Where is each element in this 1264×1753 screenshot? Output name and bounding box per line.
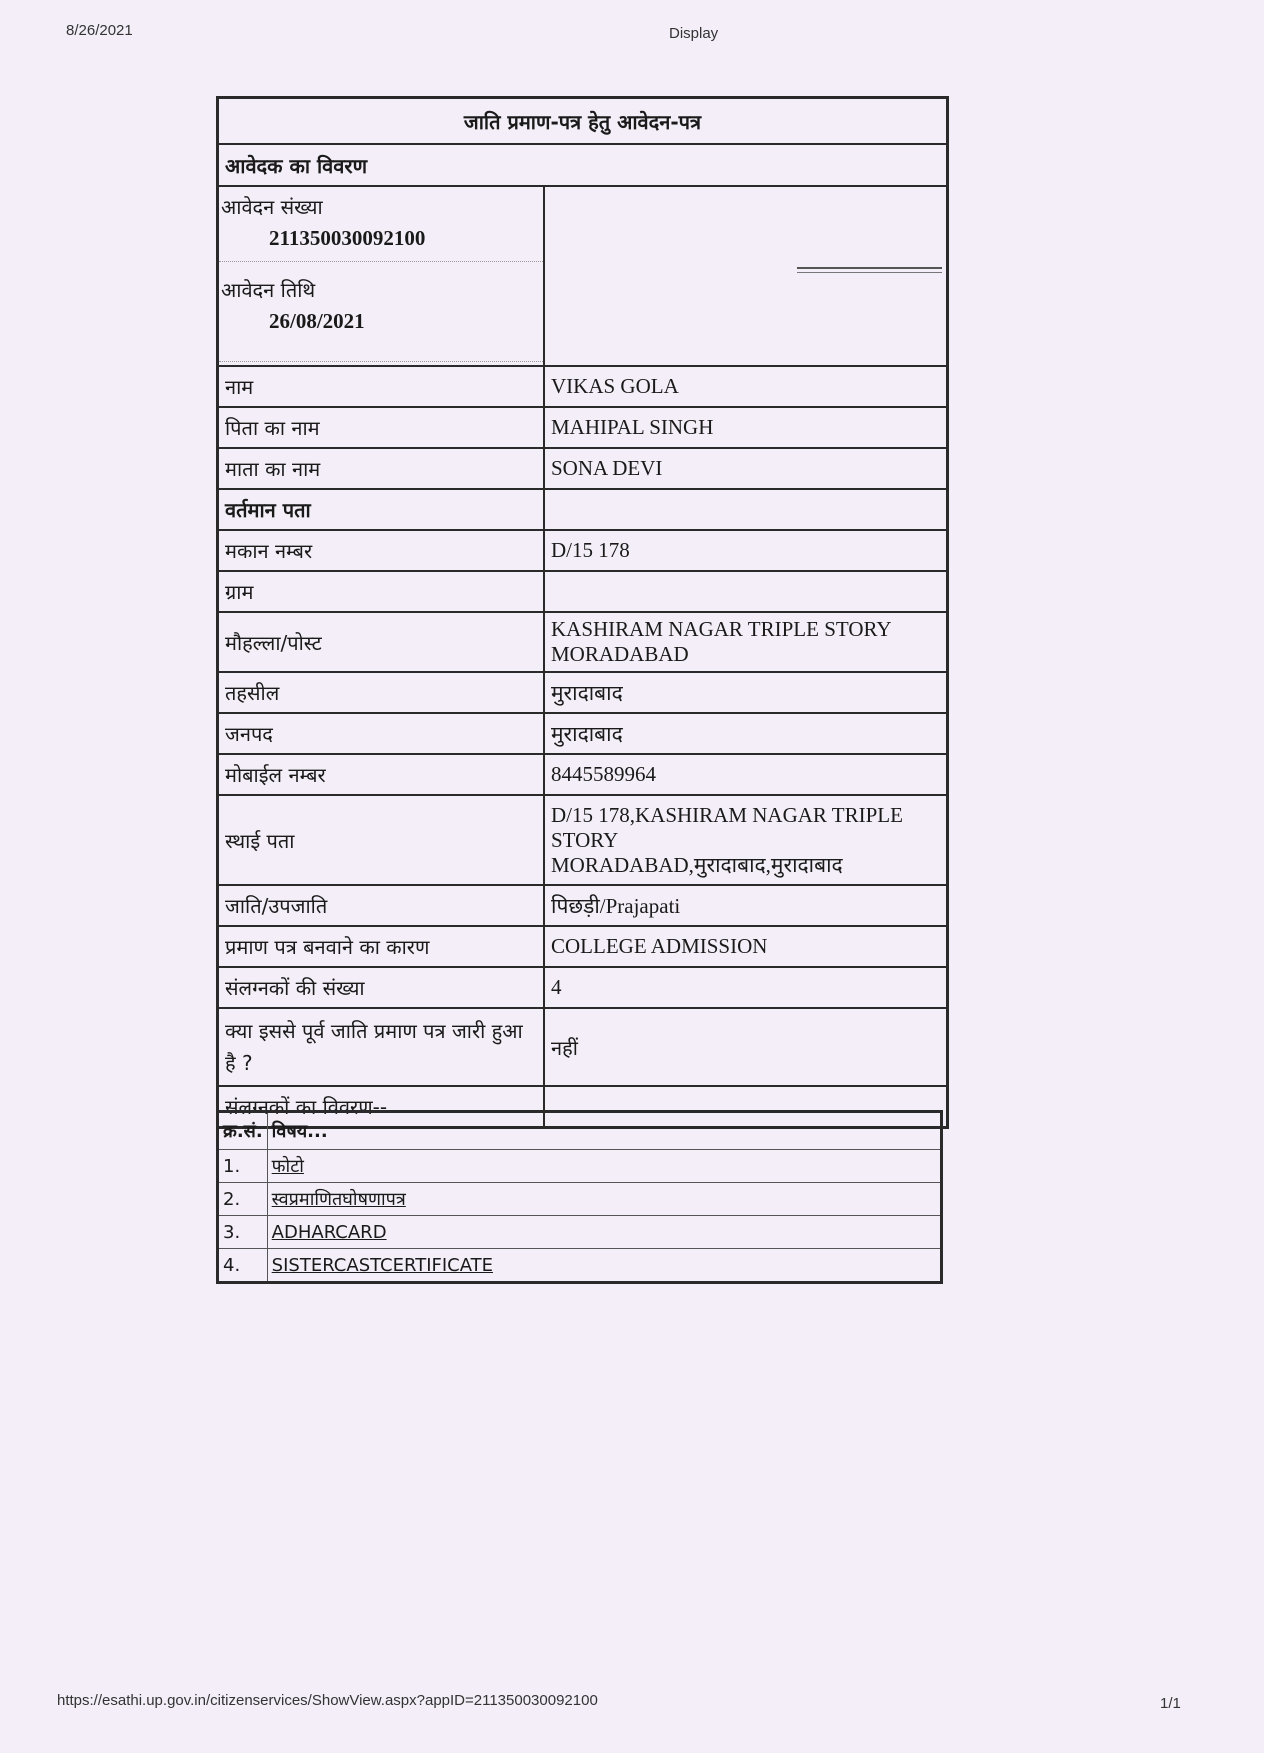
application-number-block (219, 187, 543, 262)
application-date-label: आवेदन तिथि (221, 278, 316, 302)
previous-certificate-label: क्या इससे पूर्व जाति प्रमाण पत्र जारी हुआ है ? (218, 1008, 545, 1086)
village-value (544, 571, 948, 612)
father-name-value: MAHIPAL SINGH (544, 407, 948, 448)
district-label: जनपद (218, 713, 545, 754)
attachment-row (218, 1249, 942, 1283)
attachment-sn: 1. (218, 1150, 268, 1183)
print-page-number: 1/1 (1160, 1695, 1181, 1712)
reason-label: प्रमाण पत्र बनवाने का कारण (218, 926, 545, 967)
attachments-table (216, 1110, 943, 1284)
attachment-link-photo[interactable]: फोटो (271, 1156, 304, 1177)
application-date-block (219, 262, 543, 362)
attachment-link-self-declaration[interactable]: स्वप्रमाणितघोषणापत्र (271, 1189, 406, 1210)
name-value: VIKAS GOLA (544, 366, 948, 407)
signature-line (797, 267, 942, 273)
attachment-link-aadhar[interactable]: ADHARCARD (271, 1221, 387, 1243)
application-number-label: आवेदन संख्या (221, 195, 323, 219)
attachment-row (218, 1216, 942, 1249)
house-number-label: मकान नम्बर (218, 530, 545, 571)
caste-label: जाति/उपजाति (218, 885, 545, 926)
caste-certificate-application-form (216, 96, 949, 1129)
previous-certificate-value: नहीं (544, 1008, 948, 1086)
father-name-label: पिता का नाम (218, 407, 545, 448)
attachment-link-sister-caste-certificate[interactable]: SISTERCASTCERTIFICATE (271, 1254, 494, 1276)
application-number-value: 211350030092100 (269, 226, 426, 250)
print-page-title: Display (669, 25, 719, 42)
attachment-sn: 3. (218, 1216, 268, 1249)
permanent-address-value (544, 795, 948, 885)
mother-name-label: माता का नाम (218, 448, 545, 489)
photo-area (544, 186, 948, 366)
attachments-count-value: 4 (544, 967, 948, 1008)
name-label: नाम (218, 366, 545, 407)
permanent-address-label: स्थाई पता (218, 795, 545, 885)
tehsil-value: मुरादाबाद (544, 672, 948, 713)
current-address-value (544, 489, 948, 530)
current-address-label: वर्तमान पता (218, 489, 545, 530)
mobile-label: मोबाईल नम्बर (218, 754, 545, 795)
reason-value: COLLEGE ADMISSION (544, 926, 948, 967)
permanent-address-line1: D/15 178,KASHIRAM NAGAR TRIPLE STORY (551, 802, 903, 852)
permanent-address-line2: MORADABAD,मुरादाबाद,मुरादाबाद (551, 852, 843, 877)
village-label: ग्राम (218, 571, 545, 612)
print-date: 8/26/2021 (66, 22, 133, 39)
mother-name-value: SONA DEVI (544, 448, 948, 489)
attachment-row (218, 1183, 942, 1216)
attachments-count-label: संलग्नकों की संख्या (218, 967, 545, 1008)
application-date-value: 26/08/2021 (269, 309, 365, 333)
house-number-value: D/15 178 (544, 530, 948, 571)
application-info-block (218, 186, 545, 366)
tehsil-label: तहसील (218, 672, 545, 713)
section-applicant-details: आवेदक का विवरण (218, 144, 948, 186)
mobile-value: 8445589964 (544, 754, 948, 795)
attachment-row (218, 1150, 942, 1183)
district-value: मुरादाबाद (544, 713, 948, 754)
attachments-header-sn: क्र.सं. (218, 1112, 268, 1150)
caste-value: पिछड़ी/Prajapati (544, 885, 948, 926)
attachment-sn: 4. (218, 1249, 268, 1283)
form-title: जाति प्रमाण-पत्र हेतु आवेदन-पत्र (218, 98, 948, 145)
locality-value: KASHIRAM NAGAR TRIPLE STORY MORADABAD (544, 612, 948, 672)
attachments-detail-label: संलग्नकों का विवरण-- (218, 1086, 545, 1128)
attachments-header-row (218, 1112, 942, 1150)
attachments-header-subject: विषय... (267, 1112, 941, 1150)
attachment-sn: 2. (218, 1183, 268, 1216)
locality-label: मौहल्ला/पोस्ट (218, 612, 545, 672)
print-url: https://esathi.up.gov.in/citizenservices/ShowView.aspx?appID=211350030092100 (57, 1692, 598, 1709)
